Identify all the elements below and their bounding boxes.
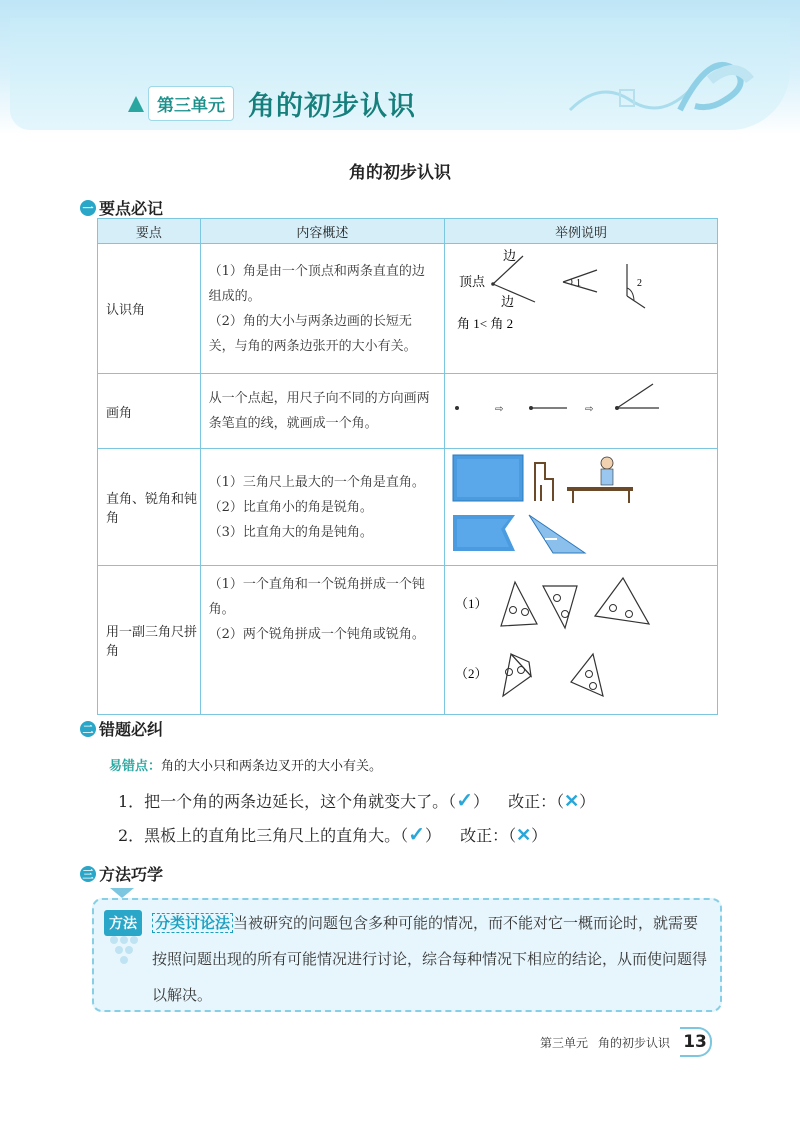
edge-label: 边 [502, 248, 516, 263]
paren-close: ） [424, 826, 441, 845]
desc-line: （2）两个锐角拼成一个钝角或锐角。 [208, 627, 425, 642]
table-row [98, 449, 718, 566]
section-number: 一 [80, 200, 96, 216]
question-text: 1．把一个角的两条边延长，这个角就变大了。（ [118, 792, 457, 811]
row-label: 认识角 [98, 244, 201, 374]
row-example [444, 244, 717, 374]
desc-line: 从一个点起，用尺子向不同的方向画两条笔直的线，就画成一个角。 [208, 391, 430, 431]
draw-angle-steps-figure [445, 374, 717, 444]
check-icon: ✓ [456, 788, 473, 812]
arrow-icon: ⇨ [494, 404, 504, 415]
table-header: 举例说明 [444, 219, 717, 244]
angle-number: 1 [575, 278, 581, 289]
row-example [444, 566, 717, 715]
section-method [80, 862, 163, 885]
paren-close: ） [531, 826, 548, 845]
cross-icon: ✕ [516, 825, 532, 846]
question-2 [118, 822, 547, 846]
row-label: 直角、锐角和钝角 [98, 449, 201, 566]
method-badge: 方法 [104, 910, 142, 936]
section-number: 三 [80, 866, 96, 882]
row-label: 画角 [98, 374, 201, 449]
desc-line: （1）角是由一个顶点和两条直直的边组成的。 [208, 263, 425, 304]
error-note [109, 755, 382, 774]
desc-line: （2）比直角小的角是锐角。 [208, 499, 373, 515]
triangle-icon [128, 96, 144, 112]
table-header: 内容概述 [200, 219, 444, 244]
method-highlight: 分类讨论法 [152, 913, 233, 933]
dots-icon [108, 934, 140, 966]
vertex-label: 顶点 [458, 274, 485, 289]
edge-label: 边 [500, 294, 514, 309]
key-points-table [97, 218, 718, 715]
row-desc [200, 449, 444, 566]
section-title: 错题必纠 [99, 720, 164, 739]
table-row [98, 244, 718, 374]
check-icon: ✓ [408, 822, 425, 846]
row-label: 用一副三角尺拼角 [98, 566, 201, 715]
question-1 [118, 788, 595, 812]
unit-title: 角的初步认识 [248, 91, 416, 122]
angle-compare: 角 1< 角 2 [456, 316, 514, 331]
row-example [444, 374, 717, 449]
case-label: （1） [454, 596, 488, 611]
page-number: 13 [680, 1027, 712, 1057]
table-header-row [98, 219, 718, 244]
angle-types-figure [445, 449, 717, 561]
error-note-key: 易错点： [109, 759, 162, 774]
desc-line: （3）比直角大的角是钝角。 [208, 524, 373, 540]
triangle-ruler-figure [445, 566, 717, 710]
page-footer [540, 1027, 712, 1057]
method-body: 当被研究的问题包含多种可能的情况，而不能对它一概而论时，就需要按照问题出现的所有可能情况进行讨论，综合每种情况下相应的结论，从而使问题得以解决。 [152, 914, 708, 1004]
section-number: 二 [80, 721, 96, 737]
arrow-icon: ⇨ [584, 404, 594, 415]
row-example [444, 449, 717, 566]
row-desc [200, 374, 444, 449]
unit-heading [128, 84, 416, 123]
unit-label: 第三单元 [148, 86, 234, 121]
angle-number: 2 [636, 278, 642, 289]
method-tab-icon [110, 888, 134, 898]
fix-label: 改正：（ [508, 792, 565, 811]
row-desc [200, 566, 444, 715]
section-title: 要点必记 [99, 199, 164, 218]
desc-line: （2）角的大小与两条边画的长短无关，与角的两条边张开的大小有关。 [208, 313, 417, 354]
section-title: 方法巧学 [99, 865, 164, 884]
method-text [152, 905, 708, 1013]
desc-line: （1）一个直角和一个锐角拼成一个钝角。 [208, 577, 425, 617]
table-row [98, 374, 718, 449]
table-row [98, 566, 718, 715]
paren-close: ） [472, 792, 489, 811]
paren-close: ） [579, 792, 596, 811]
cross-icon: ✕ [564, 791, 580, 812]
page-title: 角的初步认识 [349, 163, 451, 183]
fix-label: 改正：（ [460, 826, 517, 845]
desc-line: （1）三角尺上最大的一个角是直角。 [208, 474, 425, 490]
footer-unit: 第三单元 [540, 1035, 589, 1050]
section-error-correction [80, 717, 163, 740]
footer-title: 角的初步认识 [598, 1035, 671, 1050]
question-text: 2．黑板上的直角比三角尺上的直角大。（ [118, 826, 409, 845]
row-desc [200, 244, 444, 374]
case-label: （2） [454, 666, 488, 681]
section-key-points [80, 196, 163, 219]
error-note-text: 角的大小只和两条边叉开的大小有关。 [161, 759, 383, 774]
table-header: 要点 [98, 219, 201, 244]
wave-decoration-icon [560, 40, 760, 120]
angle-examples-figure [445, 244, 717, 369]
